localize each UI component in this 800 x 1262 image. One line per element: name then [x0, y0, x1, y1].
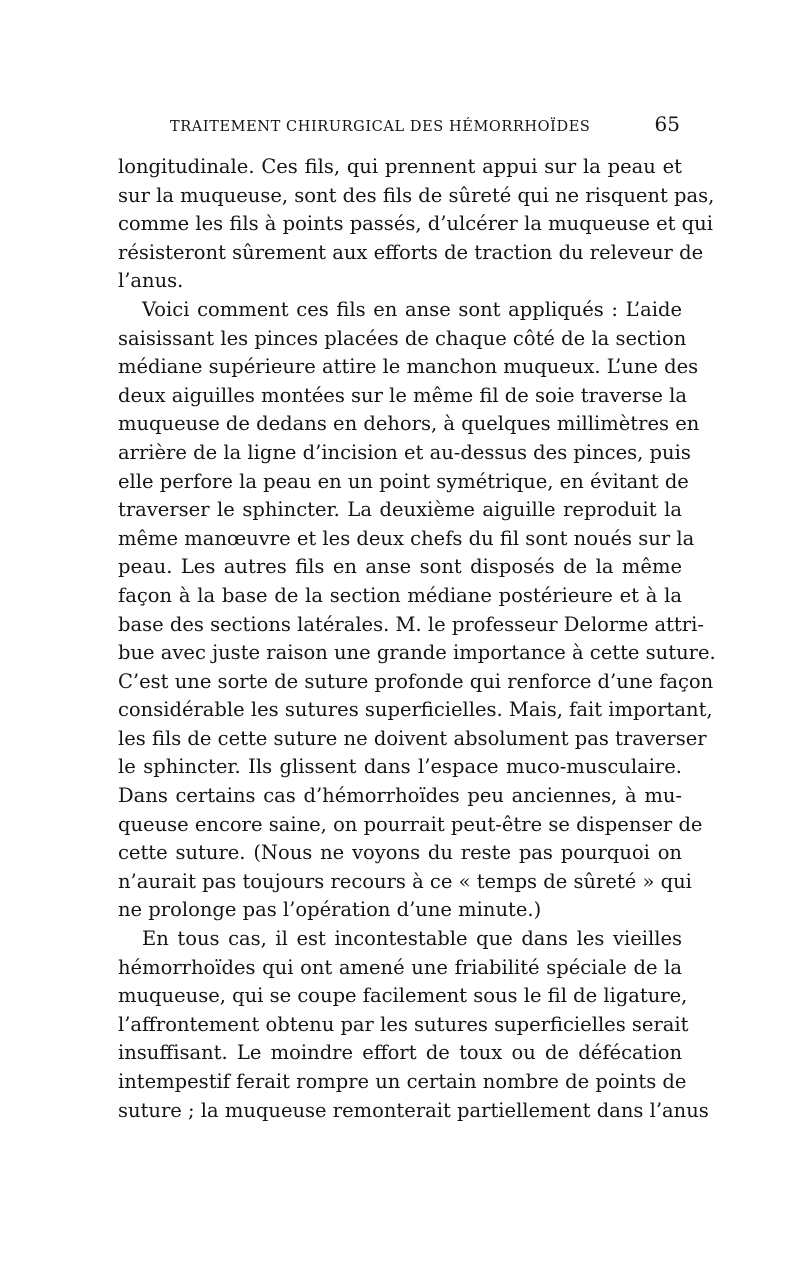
text-line: médiane supérieure attire le manchon muqueux. L’une des	[118, 355, 699, 379]
page-header	[118, 112, 682, 139]
text-line: insuffisant. Le moindre effort de toux ou de défécation	[118, 1041, 682, 1065]
text-line: cette suture. (Nous ne voyons du reste pas pourquoi on	[118, 841, 682, 865]
text-line: base des sections latérales. M. le professeur Delorme attri-	[118, 612, 704, 636]
text-line: deux aiguilles montées sur le même fil de soie traverse la	[118, 383, 688, 407]
text-line: longitudinale. Ces fils, qui prennent appui sur la peau et	[118, 155, 682, 178]
text-line: ne prolonge pas l’opération d’une minute.)	[118, 898, 542, 922]
text-line: comme les fils à points passés, d’ulcérer la muqueuse et qui	[118, 212, 713, 236]
text-line: elle perfore la peau en un point symétrique, en évitant de	[118, 469, 689, 493]
text-line: saisissant les pinces placées de chaque côté de la section	[118, 326, 687, 350]
text-line: n’aurait pas toujours recours à ce « temps de sûreté » qui	[118, 869, 692, 893]
text-line: même manœuvre et les deux chefs du fil sont noués sur la	[118, 526, 695, 550]
text-line: considérable les sutures superficielles. Mais, fait important,	[118, 698, 713, 722]
text-line: Voici comment ces fils en anse sont appliqués : L’aide	[142, 297, 682, 321]
text-line: C’est une sorte de suture profonde qui renforce d’une façon	[118, 669, 714, 693]
text-line: l’anus.	[118, 269, 184, 293]
running-title: TRAITEMENT CHIRURGICAL DES HÉMORRHOÏDES	[170, 119, 591, 135]
text-line: bue avec juste raison une grande importance à cette suture.	[118, 641, 716, 665]
text-line: suture ; la muqueuse remonterait partiellement dans l’anus	[118, 1098, 709, 1122]
text-line: muqueuse de dedans en dehors, à quelques millimètres en	[118, 412, 700, 436]
text-line: le sphincter. Ils glissent dans l’espace muco-musculaire.	[118, 755, 682, 779]
text-line: traverser le sphincter. La deuxième aiguille reproduit la	[118, 498, 682, 522]
text-line: muqueuse, qui se coupe facilement sous le fil de ligature,	[118, 984, 688, 1008]
text-line: En tous cas, il est incontestable que dans les vieilles	[142, 927, 682, 951]
text-line: résisteront sûrement aux efforts de traction du releveur de	[118, 240, 704, 264]
text-line: façon à la base de la section médiane postérieure et à la	[118, 583, 682, 607]
text-line: les fils de cette suture ne doivent absolument pas traverser	[118, 726, 707, 750]
text-line: hémorrhoïdes qui ont amené une friabilité spéciale de la	[118, 955, 682, 979]
text-line: arrière de la ligne d’incision et au-dessus des pinces, puis	[118, 440, 691, 464]
text-line: Dans certains cas d’hémorrhoïdes peu anciennes, à mu-	[118, 784, 682, 808]
body-text	[118, 153, 716, 1125]
text-line: sur la muqueuse, sont des fils de sûreté qui ne risquent pas,	[118, 183, 715, 207]
page-number: 65	[654, 112, 680, 136]
text-line: queuse encore saine, on pourrait peut-être se dispenser de	[118, 812, 703, 836]
text-line: peau. Les autres fils en anse sont disposés de la même	[118, 555, 682, 579]
text-line: l’affrontement obtenu par les sutures superficielles serait	[118, 1012, 689, 1036]
text-line: intempestif ferait rompre un certain nombre de points de	[118, 1070, 687, 1093]
